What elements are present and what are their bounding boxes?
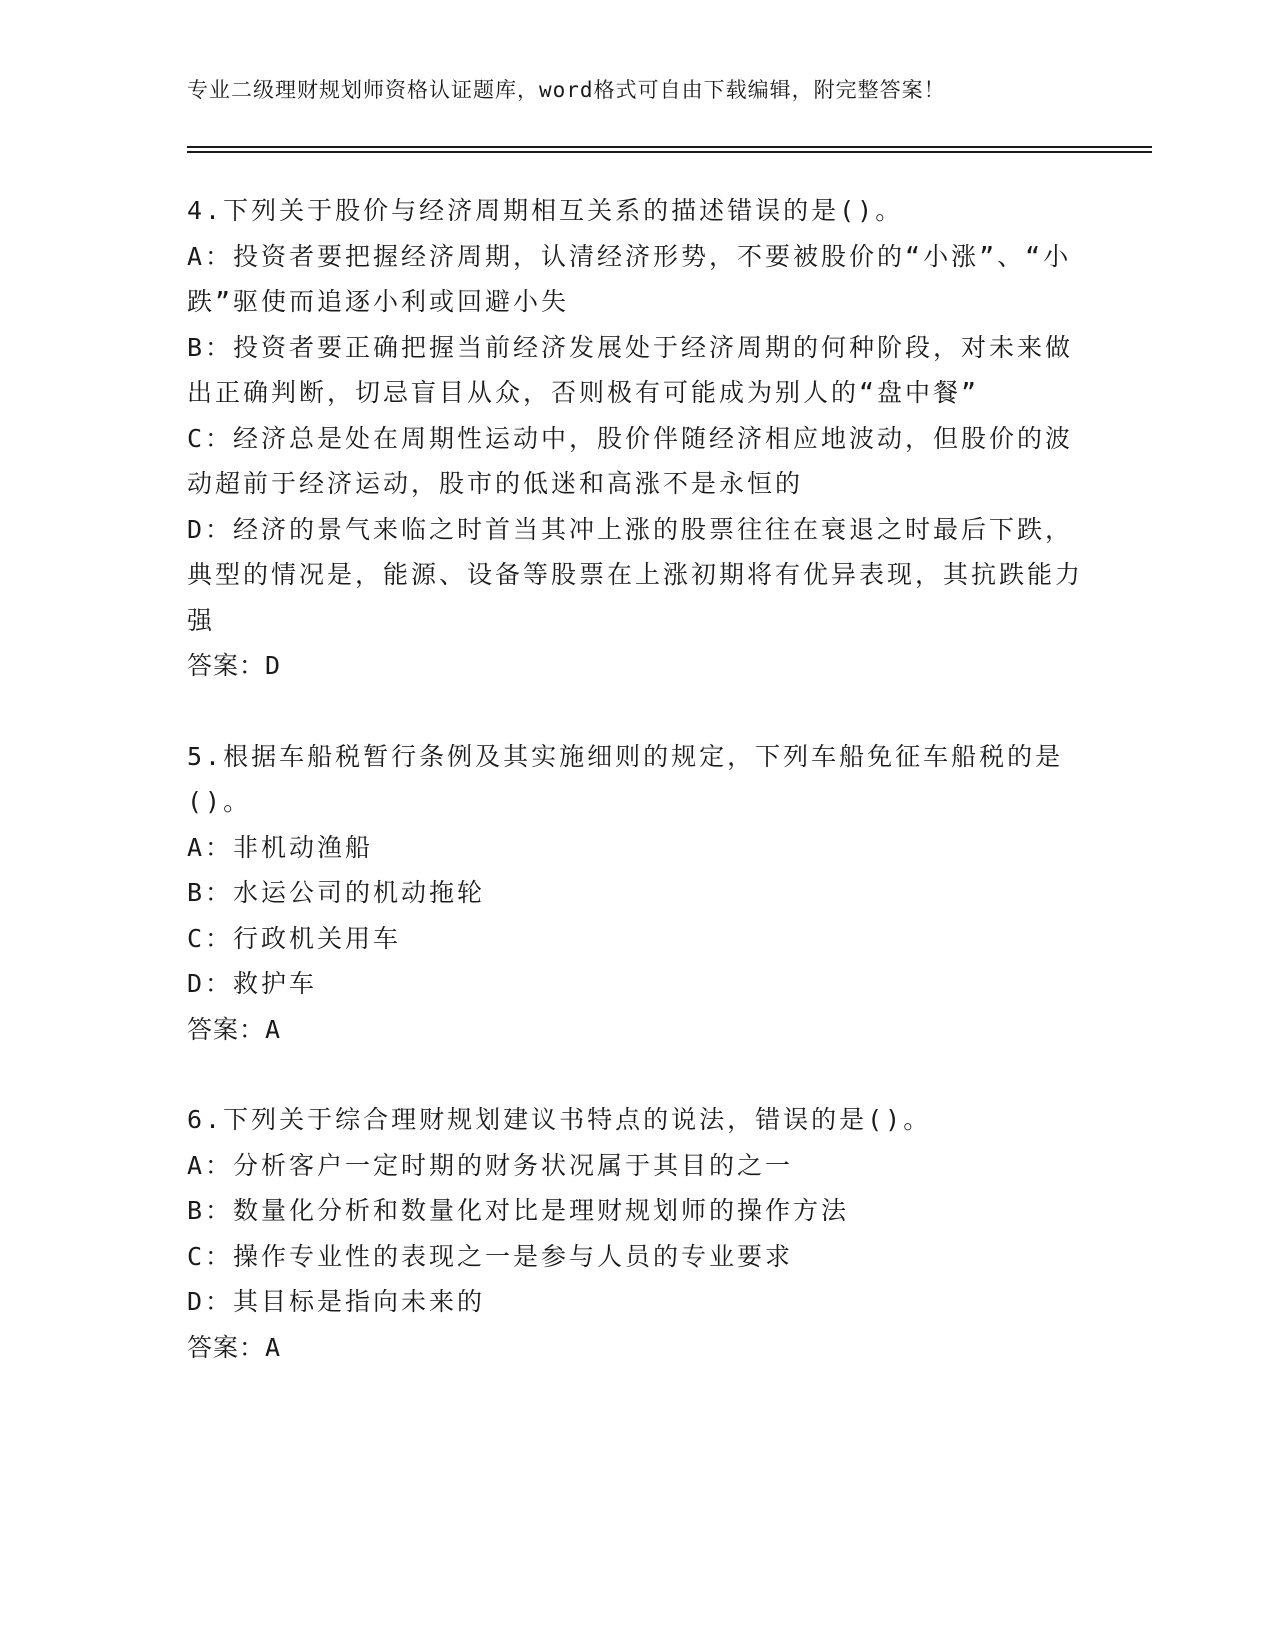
option-d: D：其目标是指向未来的	[187, 1287, 486, 1316]
question-4	[187, 188, 1087, 689]
option-d: D：经济的景气来临之时首当其冲上涨的股票往往在衰退之时最后下跌，典型的情况是，能源、设备等股票在上涨初期将有优异表现，其抗跌能力强	[187, 514, 1084, 635]
option-d: D：救护车	[187, 969, 318, 998]
option-b: B：投资者要正确把握当前经济发展处于经济周期的何种阶段，对未来做出正确判断，切忌盲目从众，否则极有可能成为别人的“盘中餐”	[187, 332, 1074, 407]
question-stem: 6.下列关于综合理财规划建议书特点的说法，错误的是()。	[187, 1105, 932, 1134]
question-5	[187, 734, 1087, 1053]
question-list	[187, 188, 1087, 1415]
option-a: A：非机动渔船	[187, 832, 374, 862]
option-b: B：数量化分析和数量化对比是理财规划师的操作方法	[187, 1196, 850, 1225]
option-c: C：行政机关用车	[187, 923, 402, 953]
option-c: C：操作专业性的表现之一是参与人员的专业要求	[187, 1241, 794, 1271]
answer: 答案：D	[187, 651, 282, 680]
question-6	[187, 1097, 1087, 1370]
question-stem: 5.根据车船税暂行条例及其实施细则的规定，下列车船免征车船税的是()。	[187, 741, 1064, 816]
option-b: B：水运公司的机动拖轮	[187, 878, 486, 907]
page-header: 专业二级理财规划师资格认证题库，word格式可自由下载编辑，附完整答案！	[187, 78, 946, 102]
question-stem: 4.下列关于股价与经济周期相互关系的描述错误的是()。	[187, 196, 904, 225]
option-c: C：经济总是处在周期性运动中，股价伴随经济相应地波动，但股价的波动超前于经济运动，股市的低迷和高涨不是永恒的	[187, 423, 1074, 498]
answer: 答案：A	[187, 1014, 282, 1044]
option-a: A：分析客户一定时期的财务状况属于其目的之一	[187, 1150, 794, 1180]
header-rule-bottom	[187, 151, 1152, 153]
answer: 答案：A	[187, 1332, 282, 1362]
option-a: A：投资者要把握经济周期，认清经济形势，不要被股价的“小涨”、“小跌”驱使而追逐小利或回避小失	[187, 241, 1072, 316]
header-rule-top	[187, 146, 1152, 148]
